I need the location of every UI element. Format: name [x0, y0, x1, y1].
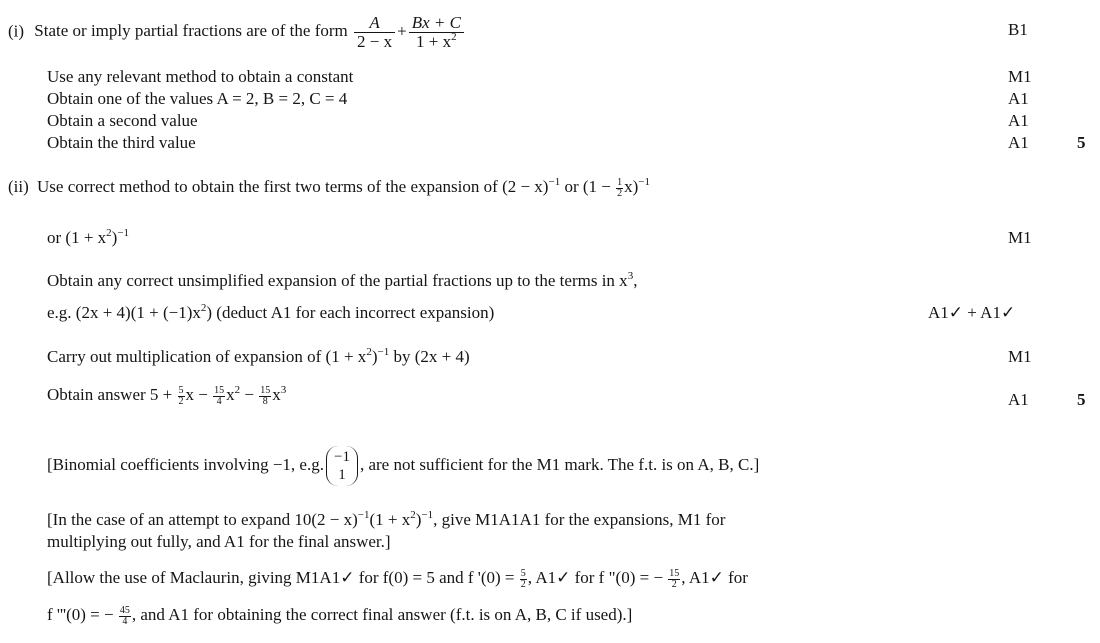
step-mark: A1 — [1008, 89, 1029, 108]
part-i-line — [8, 14, 466, 51]
part-ii-line2: or $(1 + x^2)^{-1}$ — [47, 227, 130, 247]
part-i-label: (i) — [8, 21, 25, 41]
part-ii-label: (ii) — [8, 177, 29, 196]
mark-a1: A1 — [1008, 390, 1029, 409]
step-mark: A1 — [1008, 133, 1029, 152]
part-ii-line3: Obtain any correct unsimplified expansion of the partial fractions up to the terms in $x^3$, — [47, 270, 638, 290]
part-ii-line4: e.g. $(2x + 4)(1 + (-1)x^2)$ (deduct A1 for each incorrect expansion) — [47, 302, 495, 322]
note-maclaurin-2: f '''(0) = − $\frac{45}{4}$ , and A1 for obtaining the correct final answer (f.t. is on A, B, C if used).] — [47, 604, 633, 627]
partial-fraction-bc: $\frac{Bx + C}{1 + x^2}$ — [409, 14, 464, 51]
note-maclaurin: [Allow the use of Maclaurin, giving M1A1✓ for f(0) = 5 and f '(0) = $\frac{5}{2}$ , A1✓ for f "(0) = − $\frac{15}{2}$ , A1✓ for — [47, 567, 748, 590]
step-mark: M1 — [1008, 67, 1032, 86]
part-ii-line5: Carry out multiplication of expansion of $(1 + x^2)^{-1}$ by (2x + 4) — [47, 346, 470, 366]
note-binomial: [Binomial coefficients involving −1, e.g. −1 1 , are not sufficient for the M1 mark. The f.t. is on A, B, C.] — [47, 446, 759, 486]
part-ii-answer: Obtain answer 5 + $\frac{5}{2}$ x − $\frac{15}{4}$ $x^2$ − $\frac{15}{8}$ $x^3$ — [47, 384, 287, 407]
step-text: Obtain one of the values A = 2, B = 2, C = 4 — [47, 89, 348, 108]
mark-m1: M1 — [1008, 347, 1032, 366]
binomial-coefficient: −1 1 — [326, 446, 358, 486]
part-ii-line1: (ii) Use correct method to obtain the first two terms of the expansion of $(2 - x)^{-1}$ or (1 − $\frac{1}{2}$ x)$^{-1}$ — [8, 176, 651, 199]
step-text: Obtain the third value — [47, 133, 196, 152]
part-ii-total: 5 — [1077, 390, 1086, 409]
part-i-total: 5 — [1077, 133, 1086, 152]
plus-sign: + — [397, 21, 407, 41]
partial-fraction-a: $\frac{A}{2 - x}$ — [354, 14, 395, 51]
step-mark: A1 — [1008, 111, 1029, 130]
part-i-intro: State or imply partial fractions are of the form — [34, 21, 348, 41]
note-expand: [In the case of an attempt to expand $10(2 - x)^{-1}(1 + x^2)^{-1}$, give M1A1A1 for the expansions, M1 for — [47, 509, 726, 529]
mark-b1: B1 — [1008, 20, 1028, 39]
step-text: Obtain a second value — [47, 111, 198, 130]
step-text: Use any relevant method to obtain a constant — [47, 67, 354, 86]
note-expand-2: multiplying out fully, and A1 for the final answer.] — [47, 532, 391, 551]
mark-a1-ft: A1✓ + A1✓ — [928, 303, 1016, 322]
mark-m1: M1 — [1008, 228, 1032, 247]
